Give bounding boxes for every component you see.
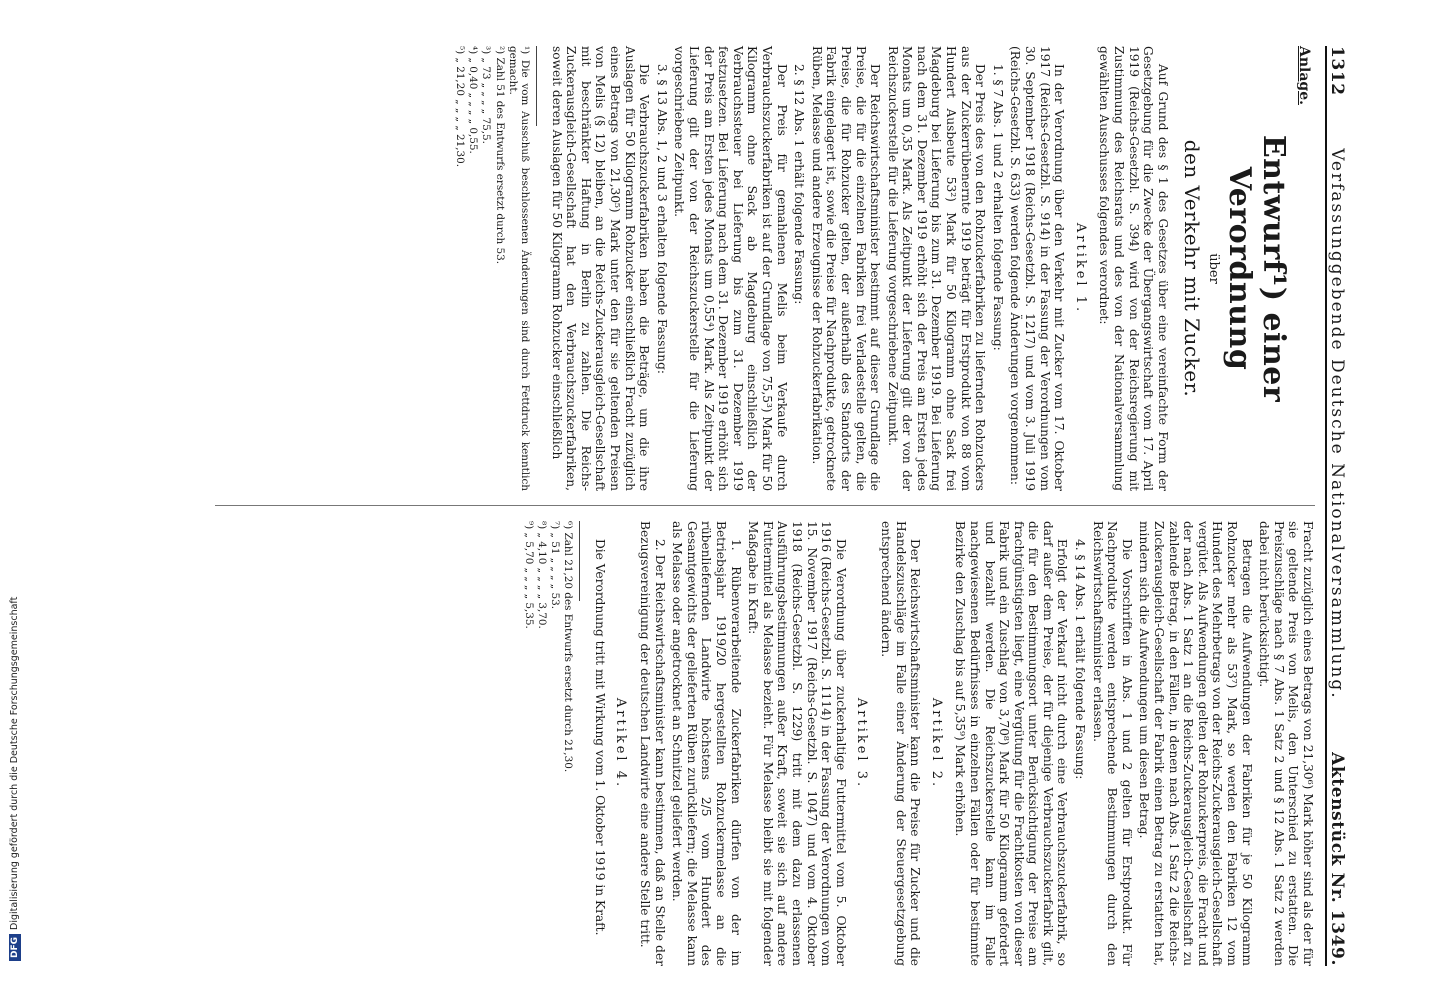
continuation-paragraph-3: Die Vorschriften in Abs. 1 und 2 gelten für Erstprodukt. Für Nachprodukte werden entsprechende Bestimmungen durch den Reichswirtschaftsminister erlassen.	[1090, 521, 1134, 966]
article-3-paragraph-2: 1. Rübenverarbeitende Zuckerfabriken dürfen von der im Betriebsjahr 1919/20 hergestellten Rohzuckermelasse an die rübenliefernden Landwirte höchstens 2/5 vom Hundert des Gesamtgewichts der gelieferten Rüben zurückliefern; die Melasse kann als Melasse oder angetrocknet an Schnitzel geliefert werden.	[670, 521, 743, 966]
left-column	[215, 46, 1315, 491]
preamble: Auf Grund des § 1 des Gesetzes über eine vereinfachte Form der Gesetzgebung für die Zwecke der Übergangswirtschaft vom 17. April 1919 (Reichs-Gesetzbl. S. 394) wird von der Reichsregierung mit Zustimmung des Reichsrats und des von der Nationalversammlung gewählten Ausschusses folgendes verordnet:	[1097, 46, 1170, 491]
dfg-logo: DFG	[9, 934, 21, 961]
document-number: Aktenstück Nr. 1349.	[1326, 752, 1347, 966]
footnote: ³) „ 73 „ „ „ „ 75,5.	[480, 46, 493, 144]
continuation-paragraph-1: Fracht zuzüglich eines Betrags von 21,30⁶) Mark höher sind als der für sie geltende Preis von Melis, den Unterschied zu erstatten. Die Preiszuschläge nach § 7 Abs. 1 Satz 2 und § 12 Abs. 1 Satz 2 werden dabei nicht berücksichtigt.	[1257, 521, 1315, 966]
right-column	[215, 521, 1315, 966]
item-3-paragraph-1: Die Verbrauchszuckerfabriken haben die Beträge, um die ihre Auslagen für 50 Kilogramm Rohzucker einschließlich Fracht zuzüglich eines Betrags von 21,30⁵) Mark unter den für sie geltenden Preisen von Melis (§ 12) bleiben, an die Reichs-Zuckerausgleich-Gesellschaft mit beschränkter Haftung in Berlin zu zahlen. Die Reichs-Zuckerausgleich-Gesellschaft hat den Verbrauchszuckerfabriken, soweit deren Auslagen für 50 Kilogramm Rohzucker einschließlich	[549, 46, 652, 491]
article-2-paragraph: Der Reichswirtschaftsminister kann die Preise für Zucker und die Handelszuschläge im Falle einer Änderung der Steuergesetzgebung entsprechend ändern.	[878, 521, 923, 966]
article-2-heading: Artikel 2.	[928, 697, 944, 790]
right-footnotes	[522, 521, 574, 966]
footnote: ⁷) „ 51 „ „ „ „ 53.	[549, 521, 562, 610]
scan-attribution	[4, 21, 26, 961]
article-3-paragraph-3: 2. Der Reichswirtschaftsminister kann bestimmen, daß an Stelle der Bezugsvereinigung der deutschen Landwirte eine andere Stelle tritt.	[638, 521, 667, 966]
footnote: ⁴) „ 0,40 „ „ „ „ 0,55.	[467, 46, 480, 154]
footnote: ⁹) „ 5,70 „ „ „ „ 5,35.	[522, 521, 535, 629]
footnote: ⁸) „ 4,10 „ „ „ „ 3,70.	[535, 521, 548, 629]
document-title: Entwurf¹) einer Verordnung	[1222, 134, 1292, 403]
item-4-heading: 4. § 14 Abs. 1 erhält folgende Fassung:	[1073, 539, 1088, 780]
page-header	[1325, 46, 1355, 966]
page-number: 1312	[1326, 46, 1347, 96]
footnote: ²) Zahl 51 des Entwurfs ersetzt durch 53.	[493, 46, 506, 265]
document-page	[195, 26, 1355, 986]
item-3-heading: 3. § 13 Abs. 1, 2 und 3 erhalten folgende Fassung:	[654, 64, 669, 374]
attribution-text: Digitalisierung gefördert durch die Deutsche Forschungsgemeinschaft	[9, 596, 20, 930]
footnote-rule	[579, 521, 580, 601]
item-1-paragraph-2: Der Reichswirtschaftsminister bestimmt auf dieser Grundlage die Preise, die für die einzelnen Fabriken frei Verladestelle gelten, die Preise, die für Rohzucker gelten, der außerhalb des Standorts der Fabrik eingelagert ist, sowie die Preise für Nachprodukte, getrocknete Rüben, Melasse und andere Erzeugnisse der Rohzuckerfabrikation.	[809, 46, 883, 491]
article-3-paragraph-1: Die Verordnung über zuckerhaltige Futtermittel vom 5. Oktober 1916 (Reichs-Gesetzbl. S. 1114) in der Fassung der Verordnungen vom 15. November 1917 (Reichs-Gesetzbl. S. 1047) und vom 4. Oktober 1918 (Reichs-Gesetzbl. S. 1229) tritt mit dem dazu erlassenen Ausführungsbestimmungen außer Kraft, soweit sie sich auf andere Futtermittel als Melasse bezieht. Für Melasse bleibt sie mit folgender Maßgabe in Kraft:	[746, 521, 848, 966]
article-4-paragraph: Die Verordnung tritt mit Wirkung vom 1. Oktober 1919 in Kraft.	[592, 539, 607, 936]
article-3-heading: Artikel 3.	[854, 697, 870, 790]
item-1-heading: 1. § 7 Abs. 1 und 2 erhalten folgende Fassung:	[990, 64, 1005, 351]
item-4-paragraph-1: Erfolgt der Verkauf nicht durch eine Verbrauchszuckerfabrik, so darf außer dem Preise, der für diejenige Verbrauchszuckerfabrik gilt, die für den Bestimmungsort unter Berücksichtigung der Preise am frachtgünstigsten liegt, eine Vergütung für die Frachtkosten von dieser Fabrik und ein Zuschlag von 3,70⁸) Mark für 50 Kilogramm gefordert und bezahlt werden. Die Reichszuckerstelle kann im Falle nachgewiesenen Bedürfnisses in einzelnen Fällen oder für bestimmte Bezirke den Zuschlag bis auf 5,35⁹) Mark erhöhen.	[953, 521, 1070, 966]
item-1-paragraph-1: Der Preis des von den Rohzuckerfabriken zu liefernden Rohzuckers aus der Zuckerrübenernte 1919 beträgt für Erstprodukt von 88 vom Hundert Ausbeute 53²) Mark für 50 Kilogramm ohne Sack frei Magdeburg bei Lieferung bis zum 31. Dezember 1919. Bei Lieferung nach dem 31. Dezember 1919 erhöht sich der Preis am Ersten jedes Monats um 0,35 Mark. Als Zeitpunkt der Lieferung gilt der von der Reichszuckerstelle für die Lieferung vorgeschriebene Zeitpunkt.	[885, 46, 988, 491]
running-title: Verfassunggebende Deutsche Nationalversammlung.	[1326, 148, 1347, 700]
column-divider	[215, 505, 1315, 506]
anlage-label: Anlage.	[1296, 46, 1312, 106]
document-subtitle: den Verkehr mit Zucker.	[1179, 139, 1204, 398]
article-4-heading: Artikel 4.	[613, 697, 629, 790]
continuation-paragraph-2: Betragen die Aufwendungen der Fabriken für je 50 Kilogramm Rohzucker mehr als 53⁷) Mark, so werden den Fabriken 12 vom Hundert des Mehrbetrags von der Reichs-Zuckerausgleich-Gesellschaft vergütet. Als Aufwendungen gelten der Rohzuckerpreis, die Fracht und der nach Abs. 1 Satz 1 an die Reichs-Zuckerausgleich-Gesellschaft zu zahlende Betrag, in den Fällen, in denen nach Abs. 1 Satz 2 die Reichs-Zuckerausgleich-Gesellschaft der Fabrik einen Betrag zu erstatten hat, mindern sich die Aufwendungen um diesen Betrag.	[1137, 521, 1254, 966]
footnote-rule	[536, 46, 537, 126]
article-1-heading: Artikel 1.	[1072, 222, 1088, 315]
footnote: ¹) Die vom Ausschuß beschlossenen Änderungen sind durch Fettdruck kenntlich gemacht.	[506, 46, 532, 491]
footnote: ⁵) „ 21,20 „ „ „ „ 21,30.	[454, 46, 467, 168]
left-footnotes	[454, 46, 531, 491]
item-2-heading: 2. § 12 Abs. 1 erhält folgende Fassung:	[792, 64, 807, 305]
footnote: ⁶) Zahl 21,20 des Entwurfs ersetzt durch 21,30.	[562, 521, 575, 773]
title-ueber: über	[1206, 253, 1222, 284]
item-2-paragraph-1: Der Preis für gemahlenen Melis beim Verkaufe durch Verbrauchszuckerfabriken ist auf der Grundlage von 75,5³) Mark für 50 Kilogramm ohne Sack ab Magdeburg einschließlich der Verbrauchssteuer bei Lieferung bis zum 31. Dezember 1919 festzusetzen. Bei Lieferung nach dem 31. Dezember 1919 erhöht sich der Preis am Ersten jedes Monats um 0,55⁴) Mark. Als Zeitpunkt der Lieferung gilt der von der Reichszuckerstelle für die Lieferung vorgeschriebene Zeitpunkt.	[672, 46, 789, 491]
article-1-intro: In der Verordnung über den Verkehr mit Zucker vom 17. Oktober 1917 (Reichs-Gesetzbl. S. 914) in der Fassung der Verordnungen vom 30. September 1918 (Reichs-Gesetzbl. S. 1217) und vom 3. Juli 1919 (Reichs-Gesetzbl. S. 633) werden folgende Änderungen vorgenommen:	[1008, 46, 1067, 491]
